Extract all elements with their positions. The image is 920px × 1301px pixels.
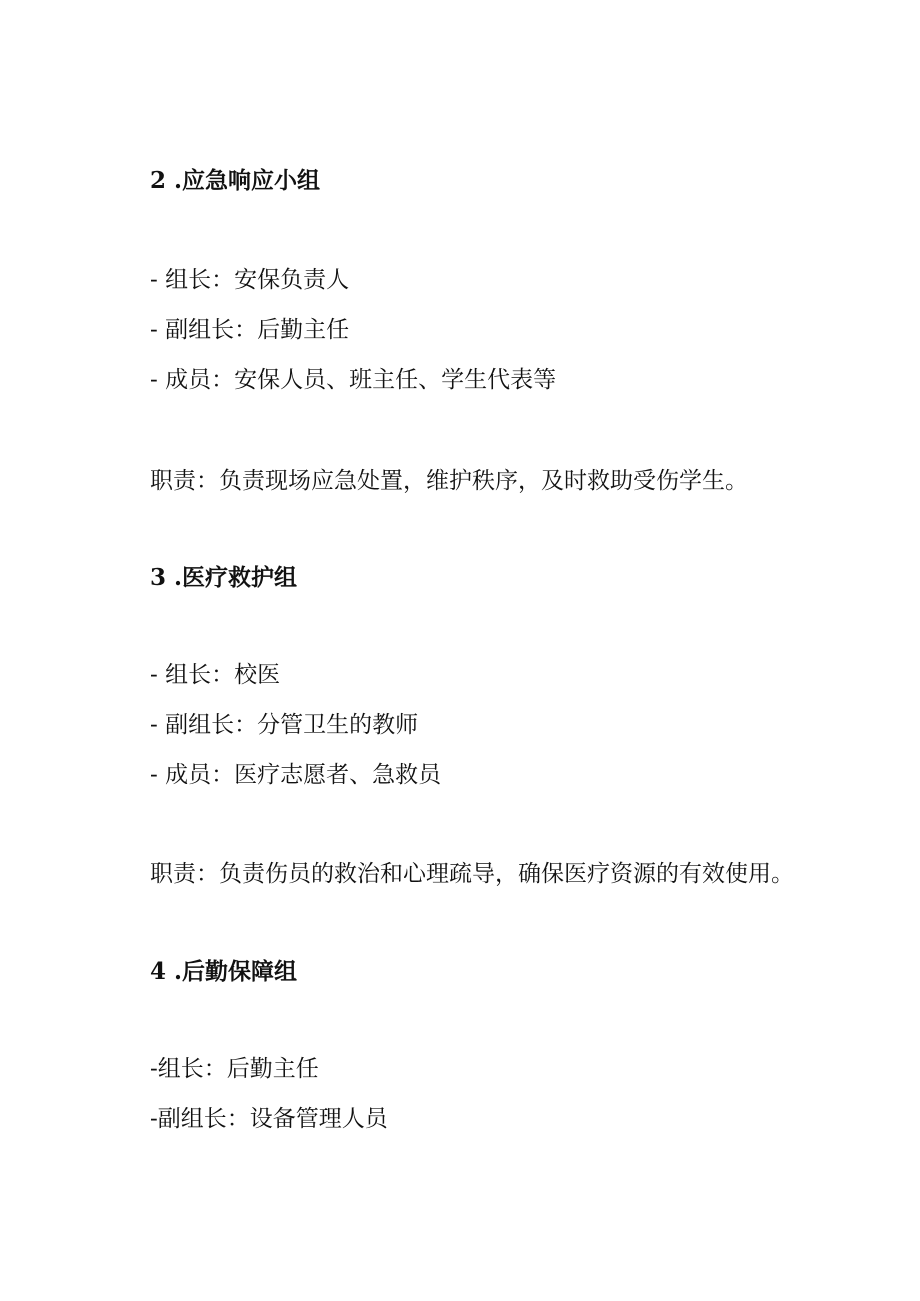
section-heading-2: 2 .应急响应小组 bbox=[150, 167, 321, 194]
list-item-deputy-leader: -副组长：设备管理人员 bbox=[150, 1106, 388, 1132]
list-item-leader: - 组长：校医 bbox=[150, 662, 281, 688]
section-heading-4: 4 .后勤保障组 bbox=[150, 958, 298, 985]
list-item-deputy-leader: - 副组长：分管卫生的教师 bbox=[150, 712, 419, 738]
list-item-deputy-leader: - 副组长：后勤主任 bbox=[150, 317, 350, 343]
list-item-members: - 成员：医疗志愿者、急救员 bbox=[150, 762, 442, 788]
section-heading-3: 3 .医疗救护组 bbox=[150, 564, 298, 591]
duty-paragraph: 职责：负责现场应急处置，维护秩序，及时救助受伤学生。 bbox=[150, 468, 748, 494]
duty-paragraph: 职责：负责伤员的救治和心理疏导，确保医疗资源的有效使用。 bbox=[150, 861, 794, 887]
list-item-leader: - 组长：安保负责人 bbox=[150, 267, 350, 293]
list-item-leader: -组长：后勤主任 bbox=[150, 1056, 319, 1082]
list-item-members: - 成员：安保人员、班主任、学生代表等 bbox=[150, 367, 557, 393]
